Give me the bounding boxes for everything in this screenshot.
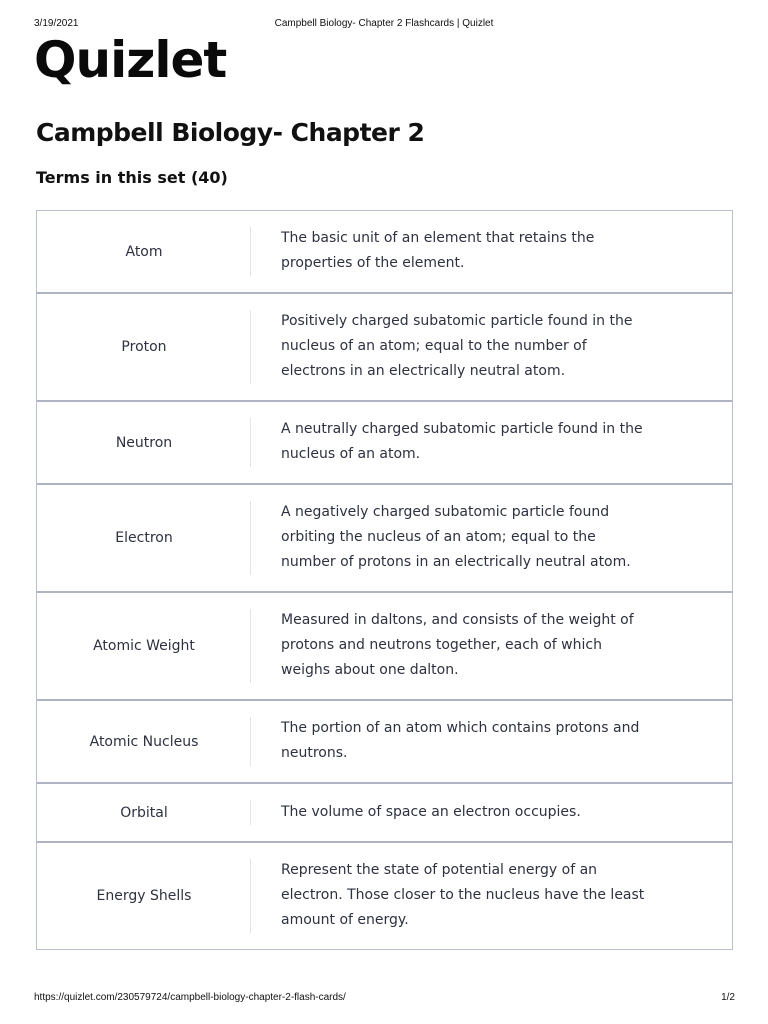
definition-line: electron. Those closer to the nucleus have the least — [281, 887, 645, 903]
definition-cell — [251, 402, 732, 483]
term-row — [37, 843, 732, 949]
term-row — [37, 593, 732, 701]
term-text: Atomic Nucleus — [89, 733, 199, 750]
term-row — [37, 402, 732, 485]
term-row — [37, 784, 732, 843]
definition-line: The basic unit of an element that retains the — [281, 230, 595, 246]
term-text: Energy Shells — [96, 888, 192, 904]
definition-line: weighs about one dalton. — [281, 662, 459, 678]
quizlet-logo[interactable]: Quizlet — [34, 31, 227, 89]
definition-line: nucleus of an atom. — [281, 446, 421, 462]
print-page-number: 1/2 — [721, 992, 735, 1003]
term-cell — [37, 211, 251, 292]
set-title: Campbell Biology- Chapter 2 — [36, 118, 425, 147]
definition-line: A negatively charged subatomic particle found — [281, 504, 610, 520]
definition-cell — [251, 294, 732, 400]
term-cell — [37, 485, 251, 591]
definition-line: Positively charged subatomic particle found in the — [281, 313, 633, 329]
definition-line: orbiting the nucleus of an atom; equal to the — [281, 529, 596, 545]
term-text: Orbital — [120, 804, 168, 821]
definition-cell — [251, 701, 732, 782]
term-row — [37, 485, 732, 593]
term-cell — [37, 402, 251, 483]
term-cell — [37, 843, 251, 949]
definition-line: The portion of an atom which contains protons and — [281, 720, 640, 736]
term-cell — [37, 701, 251, 782]
definition-line: electrons in an electrically neutral atom. — [281, 363, 566, 379]
print-footer — [0, 992, 768, 1006]
term-cell — [37, 294, 251, 400]
definition-line: protons and neutrons together, each of which — [281, 637, 602, 653]
term-row — [37, 211, 732, 294]
term-text: Atomic Weight — [93, 638, 195, 654]
term-row — [37, 294, 732, 402]
print-page-title: Campbell Biology- Chapter 2 Flashcards | Quizlet — [274, 18, 494, 29]
definition-line: neutrons. — [281, 745, 348, 761]
term-cell — [37, 784, 251, 841]
definition-cell — [251, 211, 732, 292]
definition-cell — [251, 593, 732, 699]
terms-heading: Terms in this set (40) — [36, 168, 228, 187]
definition-line: A neutrally charged subatomic particle found in the — [281, 421, 643, 437]
definition-line: properties of the element. — [281, 255, 465, 271]
definition-line: nucleus of an atom; equal to the number of — [281, 338, 587, 354]
definition-line: number of protons in an electrically neutral atom. — [281, 554, 631, 570]
print-url[interactable]: https://quizlet.com/230579724/campbell-biology-chapter-2-flash-cards/ — [34, 992, 346, 1003]
term-text: Proton — [121, 339, 167, 355]
definition-cell — [251, 784, 732, 841]
terms-table — [36, 210, 733, 950]
definition-line: amount of energy. — [281, 912, 409, 928]
definition-cell — [251, 843, 732, 949]
definition-line: Represent the state of potential energy of an — [281, 862, 598, 878]
term-row — [37, 701, 732, 784]
term-text: Electron — [115, 530, 173, 546]
definition-line: Measured in daltons, and consists of the weight of — [281, 612, 634, 628]
term-text: Neutron — [115, 434, 173, 451]
term-cell — [37, 593, 251, 699]
definition-line: The volume of space an electron occupies. — [281, 804, 581, 820]
definition-cell — [251, 485, 732, 591]
term-text: Atom — [125, 243, 163, 260]
print-date: 3/19/2021 — [34, 18, 79, 29]
